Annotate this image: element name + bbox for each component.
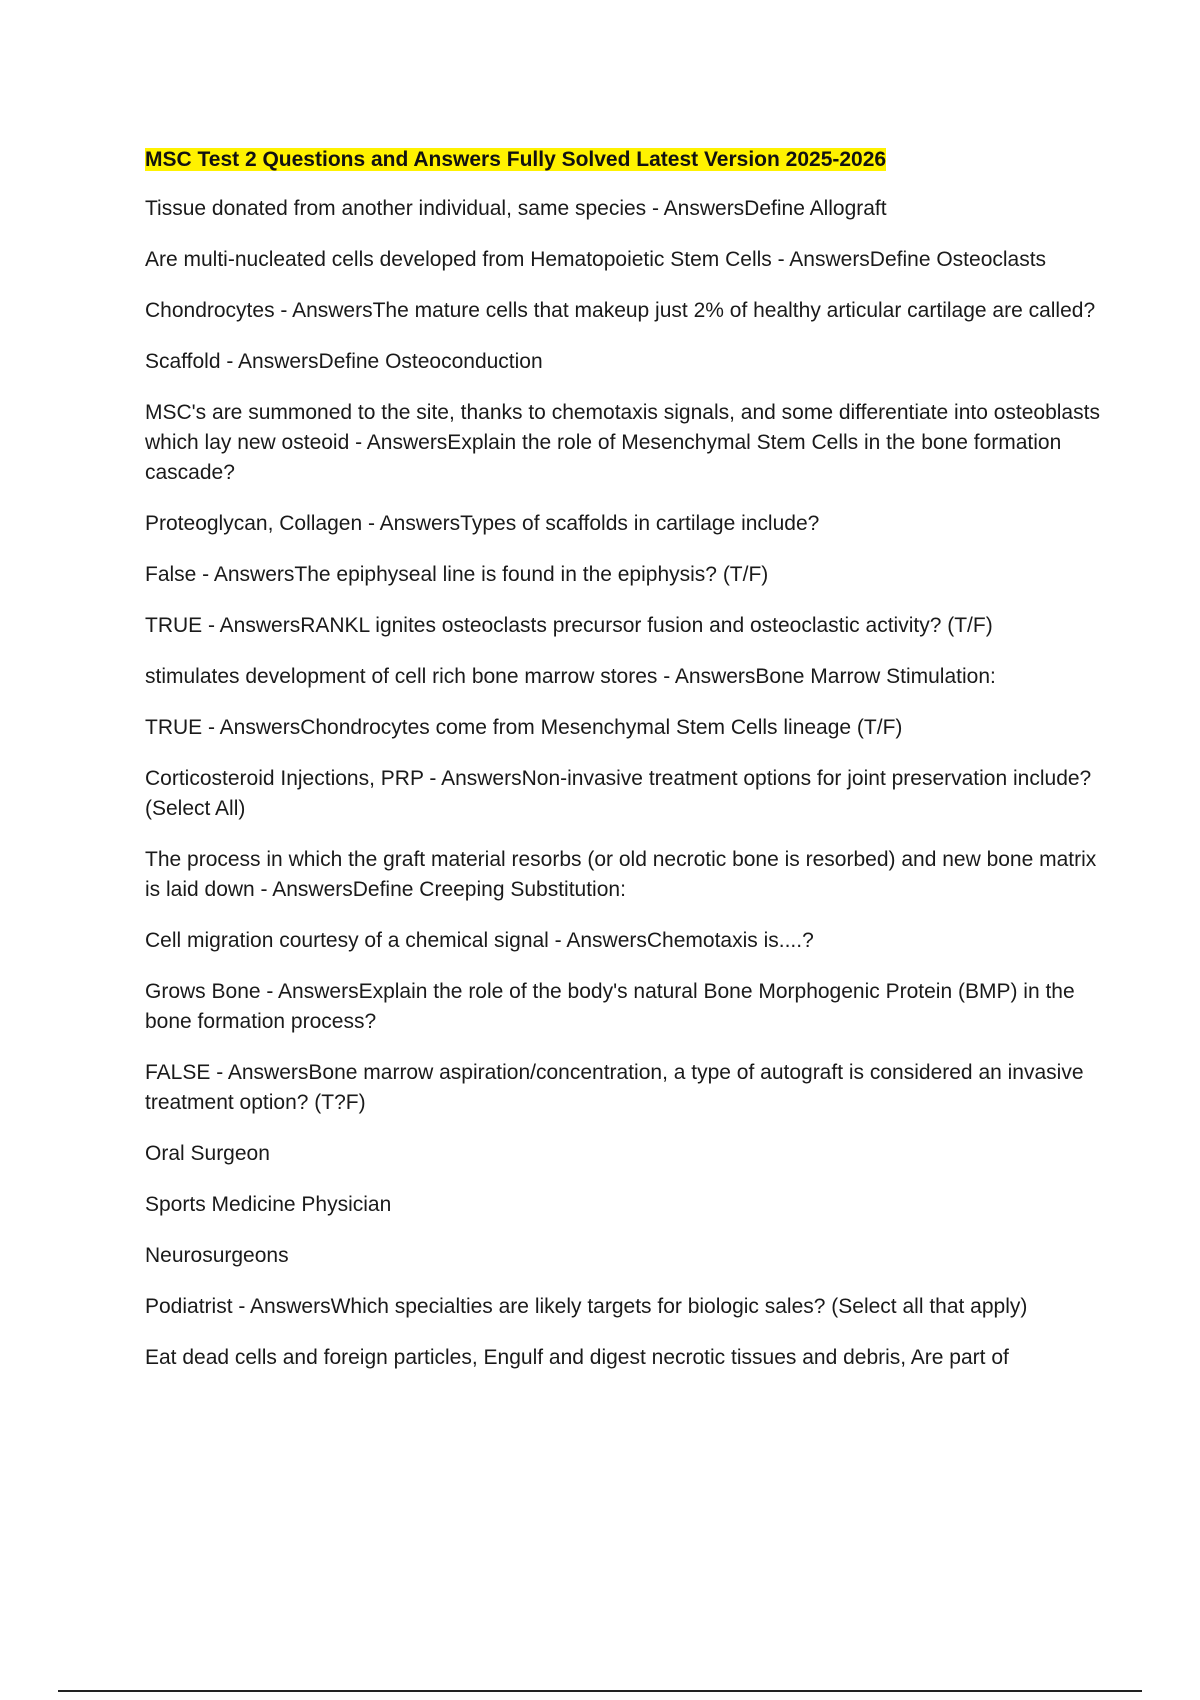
qa-entry-podiatrist: Podiatrist - AnswersWhich specialties are likely targets for biologic sales? (Select all that apply) [145, 1295, 1028, 1318]
footer-divider [58, 1690, 1142, 1692]
qa-entry-chondrocytes: Chondrocytes - AnswersThe mature cells that makeup just 2% of healthy articular cartilage are called? [145, 299, 1096, 322]
document-title: MSC Test 2 Questions and Answers Fully Solved Latest Version 2025-2026 [145, 148, 887, 171]
qa-entry-chondrocyte-lineage: TRUE - AnswersChondrocytes come from Mesenchymal Stem Cells lineage (T/F) [145, 716, 903, 739]
qa-entry-bmp-role: Grows Bone - AnswersExplain the role of the body's natural Bone Morphogenic Protein (BMP) in the bone formation process? [145, 980, 1075, 1033]
qa-entry-neurosurgeons: Neurosurgeons [145, 1244, 289, 1267]
qa-entry-msc-role: MSC's are summoned to the site, thanks to chemotaxis signals, and some differentiate into osteoblasts which lay new osteoid - AnswersExplain the role of Mesenchymal Stem Cells in the bone formation cascade? [145, 401, 1100, 484]
qa-entry-chemotaxis: Cell migration courtesy of a chemical signal - AnswersChemotaxis is....? [145, 929, 814, 952]
qa-entry-osteoconduction: Scaffold - AnswersDefine Osteoconduction [145, 350, 543, 373]
qa-entry-creeping-substitution: The process in which the graft material resorbs (or old necrotic bone is resorbed) and new bone matrix is laid down - AnswersDefine Creeping Substitution: [145, 848, 1097, 901]
qa-entry-epiphyseal-line: False - AnswersThe epiphyseal line is found in the epiphysis? (T/F) [145, 563, 769, 586]
qa-entry-osteoclasts: Are multi-nucleated cells developed from Hematopoietic Stem Cells - AnswersDefine Osteoclasts [145, 248, 1047, 271]
qa-entry-macrophages: Eat dead cells and foreign particles, Engulf and digest necrotic tissues and debris, Are part of [145, 1346, 1009, 1369]
qa-entry-marrow-stimulation: stimulates development of cell rich bone marrow stores - AnswersBone Marrow Stimulation: [145, 665, 996, 688]
qa-entry-rankl: TRUE - AnswersRANKL ignites osteoclasts precursor fusion and osteoclastic activity? (T/F) [145, 614, 993, 637]
qa-entry-cartilage-scaffolds: Proteoglycan, Collagen - AnswersTypes of scaffolds in cartilage include? [145, 512, 820, 535]
title-line [145, 145, 1100, 177]
qa-entry-sports-medicine: Sports Medicine Physician [145, 1193, 392, 1216]
qa-entry-oral-surgeon: Oral Surgeon [145, 1142, 270, 1165]
qa-entry-allograft: Tissue donated from another individual, same species - AnswersDefine Allograft [145, 197, 887, 220]
qa-entry-marrow-aspiration: FALSE - AnswersBone marrow aspiration/concentration, a type of autograft is considered an invasive treatment option? (T?F) [145, 1061, 1084, 1114]
document-body [145, 145, 1100, 1394]
qa-entry-noninvasive-options: Corticosteroid Injections, PRP - AnswersNon-invasive treatment options for joint preservation include? (Select All) [145, 767, 1092, 820]
